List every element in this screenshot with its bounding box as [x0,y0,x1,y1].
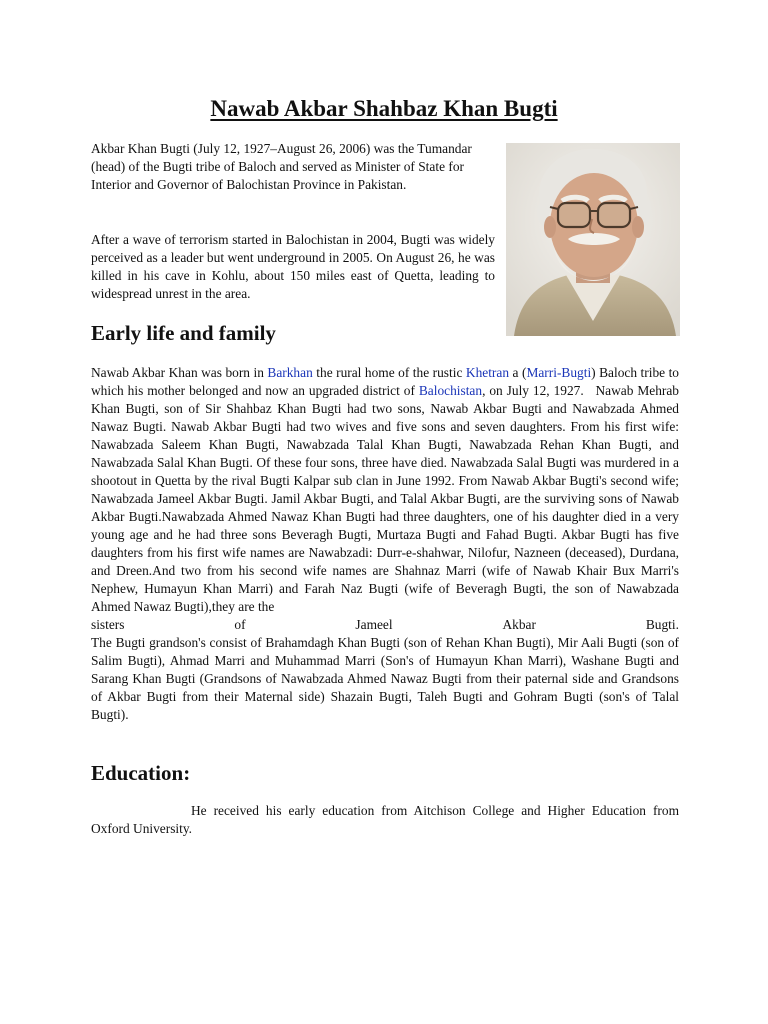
paragraph-text: Nawab Akbar Khan was born in [91,365,268,380]
grandsons-paragraph: The Bugti grandson's consist of Brahamdagh Khan Bugti (son of Rehan Khan Bugti), Mir Aali Bugti (son of Salim Bugti), Ahmad Marri and Muhammad Marri (Son's of Humayun Khan Marri), Washane Bugti and Sarang Khan Bugti (Grandsons of Nawabzada Ahmed Nawaz Bugti from their paternal side and Grandsons of Akbar Bugti from their Maternal side) Shazain Bugti, Taleh Bugti and Gohram Bugti (son's of Talal Bugti). [91,635,679,722]
education-paragraph: He received his early education from Aitchison College and Higher Education from Oxford University. [91,803,679,836]
portrait-photo [506,143,680,336]
paragraph-text: a ( [509,365,527,380]
link-balochistan[interactable]: Balochistan [418,383,483,398]
link-barkhan[interactable]: Barkhan [267,365,313,380]
word: Bugti. [645,617,679,632]
page-title: Nawab Akbar Shahbaz Khan Bugti [210,96,558,121]
sisters-line [91,616,679,634]
early-life-paragraph [91,364,679,724]
paragraph-text: , on July 12, 1927. Nawab Mehrab Khan Bugti, son of Sir Shahbaz Khan Bugti had two sons, Nawab Akbar Bugti and Nawabzada Ahmed Nawaz Bugti. Nawab Akbar Bugti had two wives and five sons and seven daughters. From his first wife: Nawabzada Saleem Khan Bugti, Nawabzada Talal Khan Bugti, Nawabzada Rehan Khan Bugti, and Nawabzada Salal Khan Bugti. Of these four sons, three have died. Nawabzada Salal Bugti was murdered in a shootout in Quetta by the rival Bugti Kalpar sub clan in June 1992. From Nawab Akbar Bugti's second wife; Nawabzada Jameel Akbar Bugti. Jamil Akbar Bugti, and Talal Akbar Bugti, are the surviving sons of Nawab Akbar Bugti.Nawabzada Ahmed Nawaz Khan Bugti had three daughters, one of his daughter died in a very young age and he had three sons Beveragh Bugti, Murtaza Bugti and Fahad Bugti. Akbar Bugti has five daughters from his first wife names are Nawabzadi: Durr-e-shahwar, Nilofur, Nazneen (deceased), Durdana, and Dreen.And two from his second wife names are Shahnaz Marri (wife of Nawab Khair Bux Marri's Nephew, Humayun Khan Marri) and Farah Naz Bugti (wife of Beveragh Bugti, the son of Nawabzada Ahmed Nawaz Bugti),they are the [91,383,679,614]
link-marri-bugti[interactable]: Marri-Bugti [526,365,592,380]
word: of [234,617,246,632]
section-heading-early-life: Early life and family [91,321,276,345]
link-khetran[interactable]: Khetran [465,365,510,380]
intro-paragraph: Akbar Khan Bugti (July 12, 1927–August 26, 2006) was the Tumandar (head) of the Bugti tribe of Baloch and served as Minister of State for Interior and Governor of Balochistan Province in Pakistan. [91,141,472,192]
word: Jameel [355,617,393,632]
paragraph-text: ) Baloch tribe to which his mother belonged and now an upgraded district of [91,365,679,398]
word: Akbar [502,617,536,632]
paragraph-text: the rural home of the rustic [312,365,466,380]
section-heading-education: Education: [91,761,191,785]
word: sisters [91,617,125,632]
portrait-illustration [506,143,680,336]
intro-paragraph: After a wave of terrorism started in Balochistan in 2004, Bugti was widely perceived as a leader but went underground in 2005. On August 26, he was killed in his cave in Kohlu, about 150 miles east of Quetta, leading to widespread unrest in the area. [91,232,495,301]
